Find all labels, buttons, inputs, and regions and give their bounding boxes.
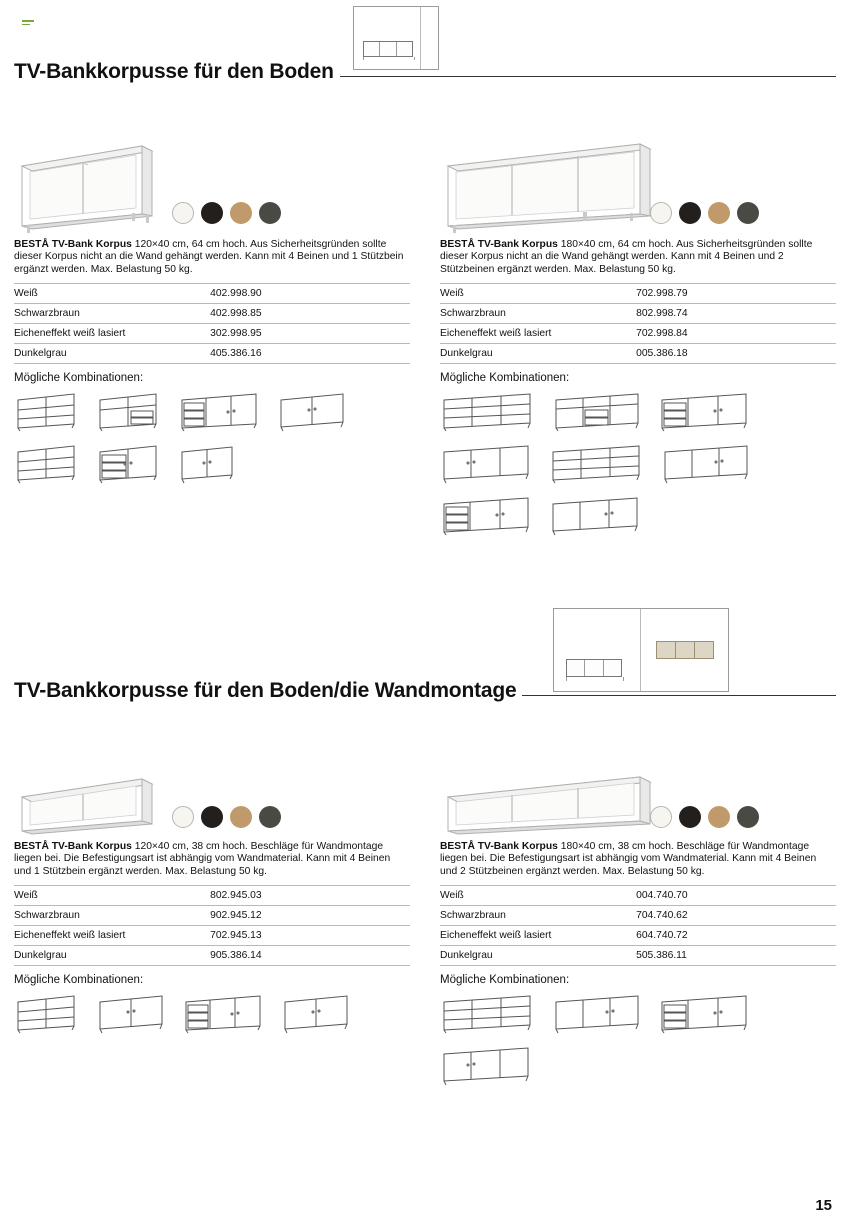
product-description bbox=[14, 841, 410, 878]
swatch-schwarzbraun bbox=[201, 806, 223, 828]
swatch-schwarzbraun bbox=[679, 806, 701, 828]
article-number: 005.386.18 bbox=[630, 344, 836, 364]
color-swatches bbox=[650, 806, 759, 828]
swatch-weiss bbox=[650, 202, 672, 224]
product-spec: 120×40 cm, 38 cm hoch. bbox=[134, 841, 248, 852]
article-number: 402.998.85 bbox=[204, 304, 410, 324]
article-number-table bbox=[440, 885, 836, 966]
combination-item bbox=[14, 390, 82, 432]
table-row bbox=[14, 344, 410, 364]
swatch-schwarzbraun bbox=[679, 202, 701, 224]
combination-item bbox=[440, 390, 538, 432]
combination-item bbox=[440, 494, 535, 536]
section-title: TV-Bankkorpusse für den Boden/die Wandmontage bbox=[14, 679, 517, 702]
article-number-table bbox=[14, 885, 410, 966]
combination-item bbox=[440, 442, 535, 484]
color-label: Weiß bbox=[14, 886, 204, 906]
swatch-eicheneffekt bbox=[708, 202, 730, 224]
article-number: 004.740.70 bbox=[630, 886, 836, 906]
swatch-dunkelgrau bbox=[737, 806, 759, 828]
combination-item bbox=[178, 442, 238, 484]
swatch-eicheneffekt bbox=[708, 806, 730, 828]
combination-item bbox=[658, 992, 753, 1034]
swatch-eicheneffekt bbox=[230, 202, 252, 224]
swatch-weiss bbox=[650, 806, 672, 828]
article-number-table bbox=[440, 283, 836, 364]
table-row bbox=[440, 906, 836, 926]
color-swatches bbox=[172, 202, 281, 224]
combination-item bbox=[549, 442, 647, 484]
table-row bbox=[440, 344, 836, 364]
article-number: 702.945.13 bbox=[204, 926, 410, 946]
combination-thumbnails bbox=[440, 390, 836, 536]
combination-item bbox=[96, 390, 164, 432]
combination-thumbnails bbox=[440, 992, 836, 1086]
combination-item bbox=[14, 992, 82, 1034]
combination-item bbox=[182, 992, 267, 1034]
color-label: Weiß bbox=[440, 284, 630, 304]
product-description bbox=[440, 841, 836, 878]
table-row bbox=[440, 886, 836, 906]
color-label: Eicheneffekt weiß lasiert bbox=[14, 324, 204, 344]
product-description bbox=[440, 239, 836, 276]
color-label: Eicheneffekt weiß lasiert bbox=[14, 926, 204, 946]
color-label: Schwarzbraun bbox=[14, 906, 204, 926]
combination-item bbox=[661, 442, 753, 484]
combination-thumbnails bbox=[14, 390, 410, 484]
product-name: BESTÅ TV-Bank Korpus bbox=[14, 841, 132, 852]
product-card bbox=[14, 130, 410, 536]
table-row bbox=[14, 886, 410, 906]
product-illustration bbox=[14, 130, 410, 235]
color-swatches bbox=[172, 806, 281, 828]
product-spec: 180×40 cm, 64 cm hoch. bbox=[560, 239, 674, 250]
article-number: 905.386.14 bbox=[204, 946, 410, 966]
article-number: 702.998.84 bbox=[630, 324, 836, 344]
combinations-label: Mögliche Kombinationen: bbox=[14, 974, 144, 987]
table-row bbox=[14, 906, 410, 926]
product-card bbox=[440, 745, 836, 1086]
swatch-schwarzbraun bbox=[201, 202, 223, 224]
table-row bbox=[14, 304, 410, 324]
color-label: Schwarzbraun bbox=[440, 304, 630, 324]
combination-item bbox=[440, 992, 538, 1034]
article-number: 802.945.03 bbox=[204, 886, 410, 906]
combination-item bbox=[14, 442, 82, 484]
article-number-table bbox=[14, 283, 410, 364]
article-number: 302.998.95 bbox=[204, 324, 410, 344]
product-spec: 180×40 cm, 38 cm hoch. bbox=[560, 841, 674, 852]
product-spec: 120×40 cm, 64 cm hoch. bbox=[134, 239, 248, 250]
combination-item bbox=[96, 992, 168, 1034]
combinations-label: Mögliche Kombinationen: bbox=[440, 372, 570, 385]
section-title: TV-Bankkorpusse für den Boden bbox=[14, 60, 334, 83]
product-name: BESTÅ TV-Bank Korpus bbox=[440, 239, 558, 250]
product-illustration bbox=[440, 745, 836, 837]
swatch-dunkelgrau bbox=[737, 202, 759, 224]
product-text: Aus Sicherheitsgründen sollte dieser Korpus nicht an die Wand gehängt werden. Kann mit 4 Beinen und 2 Stützbeinen ergänzt werden. Max. Belastung 50 kg. bbox=[440, 239, 813, 275]
table-row bbox=[14, 946, 410, 966]
page-marker-icon bbox=[22, 20, 34, 29]
article-number: 405.386.16 bbox=[204, 344, 410, 364]
product-illustration bbox=[14, 745, 410, 837]
table-row bbox=[440, 284, 836, 304]
color-label: Dunkelgrau bbox=[14, 344, 204, 364]
article-number: 902.945.12 bbox=[204, 906, 410, 926]
swatch-weiss bbox=[172, 806, 194, 828]
page-number: 15 bbox=[815, 1197, 832, 1214]
product-illustration bbox=[440, 130, 836, 235]
article-number: 802.998.74 bbox=[630, 304, 836, 324]
product-card bbox=[440, 130, 836, 536]
color-label: Schwarzbraun bbox=[14, 304, 204, 324]
title-divider bbox=[340, 76, 836, 77]
swatch-dunkelgrau bbox=[259, 202, 281, 224]
combination-item bbox=[440, 1044, 535, 1086]
swatch-eicheneffekt bbox=[230, 806, 252, 828]
color-label: Schwarzbraun bbox=[440, 906, 630, 926]
product-card bbox=[14, 745, 410, 1086]
combination-item bbox=[658, 390, 753, 432]
combinations-label: Mögliche Kombinationen: bbox=[440, 974, 570, 987]
table-row bbox=[440, 926, 836, 946]
combination-item bbox=[277, 390, 349, 432]
combinations-label: Mögliche Kombinationen: bbox=[14, 372, 144, 385]
combination-item bbox=[178, 390, 263, 432]
color-swatches bbox=[650, 202, 759, 224]
swatch-weiss bbox=[172, 202, 194, 224]
table-row bbox=[14, 324, 410, 344]
table-row bbox=[440, 304, 836, 324]
product-description bbox=[14, 239, 410, 276]
color-label: Weiß bbox=[14, 284, 204, 304]
swatch-dunkelgrau bbox=[259, 806, 281, 828]
table-row bbox=[440, 946, 836, 966]
product-name: BESTÅ TV-Bank Korpus bbox=[440, 841, 558, 852]
article-number: 505.386.11 bbox=[630, 946, 836, 966]
table-row bbox=[440, 324, 836, 344]
article-number: 702.998.79 bbox=[630, 284, 836, 304]
color-label: Dunkelgrau bbox=[14, 946, 204, 966]
color-label: Eicheneffekt weiß lasiert bbox=[440, 324, 630, 344]
article-number: 604.740.72 bbox=[630, 926, 836, 946]
table-row bbox=[14, 926, 410, 946]
product-text: Aus Sicherheitsgründen sollte dieser Korpus nicht an die Wand gehängt werden. Kann mit 4 Beinen und 1 Stützbein ergänzt werden. Max. Belastung 50 kg. bbox=[14, 239, 404, 275]
product-text: Beschläge für Wandmontage liegen bei. Die Befestigungsart ist abhängig vom Wandmaterial. Kann mit 4 Beinen und 2 Stützbeinen ergänzt werden. Max. Belastung 50 kg. bbox=[440, 841, 817, 877]
combination-thumbnails bbox=[14, 992, 410, 1034]
combination-item bbox=[552, 992, 644, 1034]
product-text: Beschläge für Wandmontage liegen bei. Die Befestigungsart ist abhängig vom Wandmaterial. Kann mit 4 Beinen und 1 Stützbein ergänzt werden. Max. Belastung 50 kg. bbox=[14, 841, 391, 877]
title-divider bbox=[522, 695, 836, 696]
color-label: Eicheneffekt weiß lasiert bbox=[440, 926, 630, 946]
article-number: 402.998.90 bbox=[204, 284, 410, 304]
combination-item bbox=[96, 442, 164, 484]
color-label: Dunkelgrau bbox=[440, 946, 630, 966]
color-label: Dunkelgrau bbox=[440, 344, 630, 364]
product-name: BESTÅ TV-Bank Korpus bbox=[14, 239, 132, 250]
combination-item bbox=[552, 390, 644, 432]
combination-item bbox=[549, 494, 644, 536]
article-number: 704.740.62 bbox=[630, 906, 836, 926]
color-label: Weiß bbox=[440, 886, 630, 906]
combination-item bbox=[281, 992, 353, 1034]
table-row bbox=[14, 284, 410, 304]
